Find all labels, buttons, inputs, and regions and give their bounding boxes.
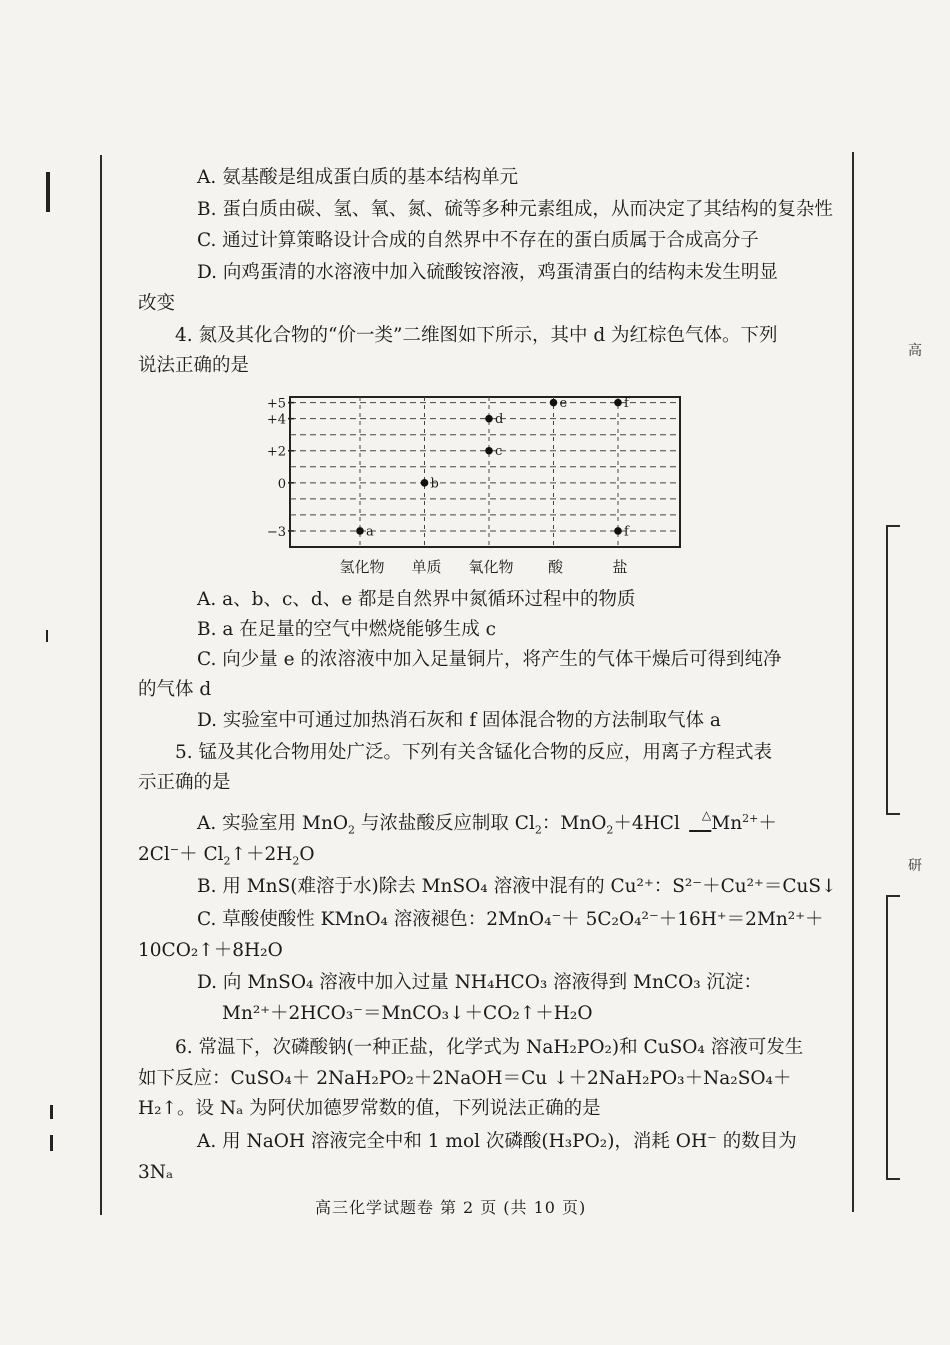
right-bracket-1-top [886, 525, 900, 527]
footer-di: 第 [440, 1198, 458, 1217]
x-tick-label: 盐 [612, 558, 628, 576]
left-tick-3 [50, 1135, 53, 1151]
y-tick-label: +5 [266, 396, 286, 412]
q4-option-a: A. a、b、c、d、e 都是自然界中氮循环过程中的物质 [197, 589, 636, 610]
chart-frame [290, 397, 680, 547]
q3-option-b: B. 蛋白质由碳、氢、氧、氮、硫等多种元素组成，从而决定了其结构的复杂性 [197, 199, 833, 220]
q5-a-line2d: O [299, 844, 315, 865]
left-margin-rule [100, 155, 102, 1215]
data-point [614, 527, 622, 535]
footer-page: 2 [463, 1198, 475, 1217]
point-label: c [495, 444, 503, 460]
q4-option-d: D. 实验室中可通过加热消石灰和 f 固体混合物的方法制取气体 a [197, 710, 721, 731]
right-bracket-2 [886, 895, 888, 1180]
left-tick-2 [50, 1105, 53, 1119]
point-label: a [366, 524, 374, 540]
footer-ye: 页 [480, 1198, 498, 1217]
left-tick-1 [46, 630, 48, 642]
q5-a-prefix: A. 实验室用 MnO [197, 813, 349, 834]
y-tick-label: +4 [266, 412, 286, 428]
side-char-2: 研 [908, 858, 922, 874]
footer-total: (共 10 页) [503, 1198, 587, 1217]
q5-a-eq1: ：MnO [541, 813, 607, 834]
data-point [550, 399, 558, 407]
right-bracket-1 [886, 525, 888, 815]
q5-stem-line1: 5. 锰及其化合物用处广泛。下列有关含锰化合物的反应，用离子方程式表 [175, 742, 773, 763]
data-point [485, 415, 493, 423]
point-label: e [559, 396, 568, 412]
q6-stem-line1: 6. 常温下，次磷酸钠(一种正盐，化学式为 NaH₂PO₂)和 CuSO₄ 溶液可发生 [175, 1037, 804, 1058]
q5-option-a-line2: $2Cl^-+ Cl_2↑+2H_2O$ [138, 842, 315, 868]
x-tick-label: 氢化物 [339, 558, 385, 576]
q4-option-c-line1: C. 向少量 e 的浓溶液中加入足量铜片，将产生的气体干燥后可得到纯净 [197, 649, 782, 670]
q3-option-d-line2: 改变 [138, 293, 176, 314]
q5-a-line2a: 2Cl [138, 844, 170, 865]
x-tick-label: 酸 [547, 558, 564, 576]
point-label: d [495, 412, 504, 428]
point-label: f [624, 396, 629, 412]
valence-class-chart [255, 392, 695, 582]
y-tick-label: 0 [277, 476, 286, 492]
q5-a-eq2: ＋4HCl [613, 813, 680, 834]
q6-option-a-line1: A. 用 NaOH 溶液完全中和 1 mol 次磷酸(H₃PO₂)，消耗 OH⁻ 的数目为 [197, 1131, 797, 1152]
right-margin-rule [852, 152, 854, 1212]
side-char-1: 高 [908, 343, 922, 359]
q3-option-d-line1: D. 向鸡蛋清的水溶液中加入硫酸铵溶液，鸡蛋清蛋白的结构未发生明显 [197, 262, 778, 283]
q5-option-d-line1: D. 向 MnSO₄ 溶液中加入过量 NH₄HCO₃ 溶液得到 MnCO₃ 沉淀： [197, 972, 763, 993]
q5-a-mid: 与浓盐酸反应制取 Cl [355, 813, 535, 834]
q6-option-a-line2: 3Nₐ [138, 1162, 174, 1183]
q5-option-c-line1: C. 草酸使酸性 KMnO₄ 溶液褪色：2MnO₄⁻＋ 5C₂O₄²⁻＋16H⁺＝2Mn²⁺＋ [197, 909, 824, 930]
data-point [421, 479, 429, 487]
data-point [614, 399, 622, 407]
q6-stem-line2: 如下反应：CuSO₄＋ 2NaH₂PO₂＋2NaOH＝Cu ↓＋2NaH₂PO₃＋Na₂SO₄＋ [138, 1068, 792, 1089]
q4-option-c-line2: 的气体 d [138, 679, 212, 700]
q5-a-eq3: Mn [711, 813, 743, 834]
q3-option-c: C. 通过计算策略设计合成的自然界中不存在的蛋白质属于合成高分子 [197, 230, 759, 251]
q3-option-a: A. 氨基酸是组成蛋白质的基本结构单元 [197, 167, 519, 188]
x-tick-label: 氧化物 [468, 558, 514, 576]
heat-triangle: △ [701, 808, 712, 822]
data-point [485, 447, 493, 455]
page-footer [312, 1195, 589, 1218]
q5-option-a-line1: A. 实验室用 MnO$_2$ 与浓盐酸反应制取 $Cl_2$：MnO$_2$＋4HCl △ $Mn^{2+}+$ [197, 808, 777, 837]
q5-a-eq4: ＋ [758, 813, 777, 834]
x-tick-label: 单质 [411, 558, 442, 576]
q5-option-b: B. 用 MnS(难溶于水)除去 MnSO₄ 溶液中混有的 Cu²⁺：S²⁻＋Cu²⁺＝CuS↓ [197, 876, 837, 897]
q5-stem-line2: 示正确的是 [138, 772, 231, 793]
q5-a-line2b: ＋ Cl [179, 844, 224, 865]
y-tick-label: +2 [266, 444, 286, 460]
q4-stem-line2: 说法正确的是 [138, 355, 250, 376]
footer-title: 高三化学试题卷 [315, 1198, 435, 1217]
left-mark [46, 172, 50, 212]
y-tick-label: −3 [266, 524, 286, 540]
right-bracket-2-bottom [886, 1178, 900, 1180]
point-label: b [430, 476, 439, 492]
data-point [356, 527, 364, 535]
point-label: f [624, 524, 629, 540]
q5-a-line2c: ↑＋2H [230, 844, 293, 865]
q4-stem-line1: 4. 氮及其化合物的“价一类”二维图如下所示，其中 d 为红棕色气体。下列 [175, 325, 778, 346]
q5-option-d-line2: Mn²⁺＋2HCO₃⁻＝MnCO₃↓＋CO₂↑＋H₂O [222, 1003, 593, 1024]
q6-stem-line3: H₂↑。设 Nₐ 为阿伏加德罗常数的值，下列说法正确的是 [138, 1098, 601, 1119]
right-bracket-1-bottom [886, 813, 900, 815]
q4-option-b: B. a 在足量的空气中燃烧能够生成 c [197, 619, 497, 640]
q5-option-c-line2: 10CO₂↑＋8H₂O [138, 940, 283, 961]
right-bracket-2-top [886, 895, 900, 897]
